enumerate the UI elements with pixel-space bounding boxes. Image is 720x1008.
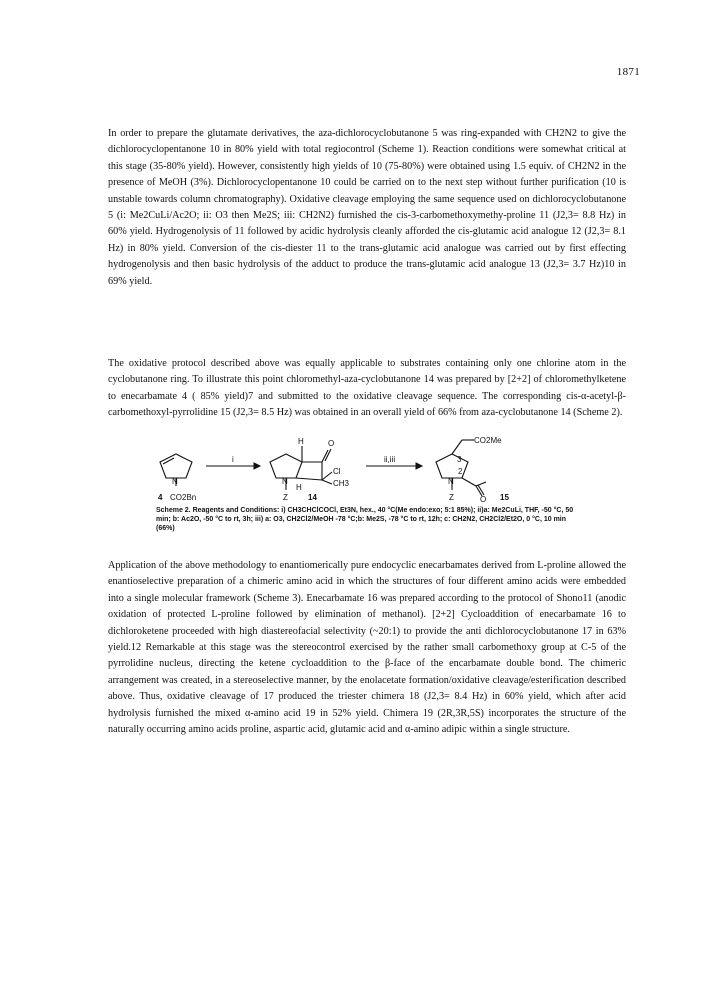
reagent-ii-iii-label: ii,iii bbox=[384, 455, 396, 464]
paragraph-glutamate-derivatives: In order to prepare the glutamate derivatives, the aza-dichlorocyclobutanone 5 was ring-expanded with CH2N2 to give the dichlorocyclopentanone 10 in 80% yield with total regiocontrol (Scheme 1). Reaction conditions were somewhat critical at this stage (35-80% yield). However, consistently high yields of 10 (75-80%) were obtained using 1.5 equiv. of CH2N2 in the presence of MeOH (3%). Dichlorocyclopentanone 10 could be carried on to the next step without further purification (10 is unstable towards column chromatography). Oxidative cleavage employing the same sequence used on dichlorocyclobutanone 5 (i: Me2CuLi/Ac2O; ii: O3 then Me2S; iii: CH2N2) furnished the cis-3-carbomethoxymethy-proline 11 (J2,3= 8.8 Hz) in 60% yield. Hydrogenolysis of 11 followed by acidic hydrolysis cleanly afforded the cis-glutamic acid analogue 12 (J2,3= 8.1 Hz) in 80% yield. Conversion of the cis-diester 11 to the trans-glutamic acid analogue was carried out by first effecting hydrogenolysis and then basic hydrolysis of the adduct to produce the trans-glutamic acid analogue 13 (J2,3= 3.7 Hz)10 in 69% yield. bbox=[108, 128, 626, 287]
compound-14-label: 14 bbox=[308, 493, 317, 502]
compound-4-n: N bbox=[172, 477, 178, 486]
compound-15-o: O bbox=[480, 495, 487, 504]
compound-14-n: N bbox=[282, 477, 288, 486]
compound-14-z: Z bbox=[283, 493, 288, 502]
compound-15-co2me: CO2Me bbox=[474, 436, 502, 445]
scheme-2-caption: Scheme 2. Reagents and Conditions: i) CH3CHClCOCl, Et3N, hex., 40 °C(Me endo:exo; 5:1 85%); ii)a: Me2CuLi, THF, -50 °C, 50 min; b: Ac2O, -50 °C to rt, 3h; iii) a: O3, CH2Cl2/MeOH -78 °C;b: Me2S, -78 °C to rt, 12h; c: CH2N2, CH2Cl2/Et2O, 0 °C, 10 min (66%) bbox=[156, 507, 574, 532]
scheme-2-figure bbox=[140, 424, 570, 504]
compound-14-cl: Cl bbox=[333, 467, 341, 476]
compound-4-substituent: CO2Bn bbox=[170, 493, 197, 502]
scheme-2-svg bbox=[140, 424, 570, 504]
compound-14-ch3: CH3 bbox=[333, 479, 350, 488]
compound-15-ring-3: 3 bbox=[457, 455, 462, 464]
paragraph-enantioselective-chimera: Application of the above methodology to enantiomerically pure endocyclic enecarbamates derived from L-proline allowed the enantioselective preparation of a chimeric amino acid in which the structures of four different amino acids were embedded into a single molecular framework (Scheme 3). Enecarbamate 16 was prepared according to the protocol of Shono11 (anodic oxidation of protected L-proline followed by elimination of methanol). [2+2] Cycloaddition of enecarbamate 16 to dichloroketene proceeded with high diastereofacial selectivity (~20:1) to provide the anti dichlorocyclobutanone 17 in 63% yield.12 Remarkable at this stage was the stereocontrol exercised by the rather small carbomethoxy group at C-5 of the pyrrolidine nucleus, directing the ketene cycloaddition to the β-face of the encarbamate double bond. The chimeric arrangement was created, in a stereoselective manner, by the enolacetate formation/oxidative cleavage/esterification described above. Thus, oxidative cleavage of 17 produced the triester chimera 18 (J2,3= 8.4 Hz) in 60% yield, which after acid hydrolysis furnished the mixed α-amino acid 19 in 52% yield. Chimera 19 (2R,3R,5S) incorporates the structure of the naturally occurring amino acids proline, aspartic acid, glutamic acid and α-amino adipic within a single structure. bbox=[108, 560, 626, 736]
compound-14-h-bottom: H bbox=[296, 483, 302, 492]
compound-15-ring-2: 2 bbox=[458, 467, 463, 476]
reagent-i-label: i bbox=[232, 455, 234, 464]
compound-14-h-top: H bbox=[298, 437, 304, 446]
page-number: 1871 bbox=[616, 66, 640, 78]
compound-15-label: 15 bbox=[500, 493, 509, 502]
compound-14-o: O bbox=[328, 439, 335, 448]
compound-4-label: 4 bbox=[158, 493, 163, 502]
paragraph-oxidative-protocol: The oxidative protocol described above was equally applicable to substrates containing only one chlorine atom in the cyclobutanone ring. To illustrate this point chloromethyl-aza-cyclobutanone 14 was prepared by [2+2] of chloromethylketene to enecarbamate 4 ( 85% yield)7 and submitted to the oxidative cleavage sequence. The corresponding cis-α-acetyl-β-carbomethoxyl-pyrrolidine 15 (J2,3= 8.5 Hz) was obtained in an overall yield of 66% from aza-cyclobutanone 14 (Scheme 2). bbox=[108, 358, 626, 419]
compound-15-n: N bbox=[448, 477, 454, 486]
compound-15-z: Z bbox=[449, 493, 454, 502]
